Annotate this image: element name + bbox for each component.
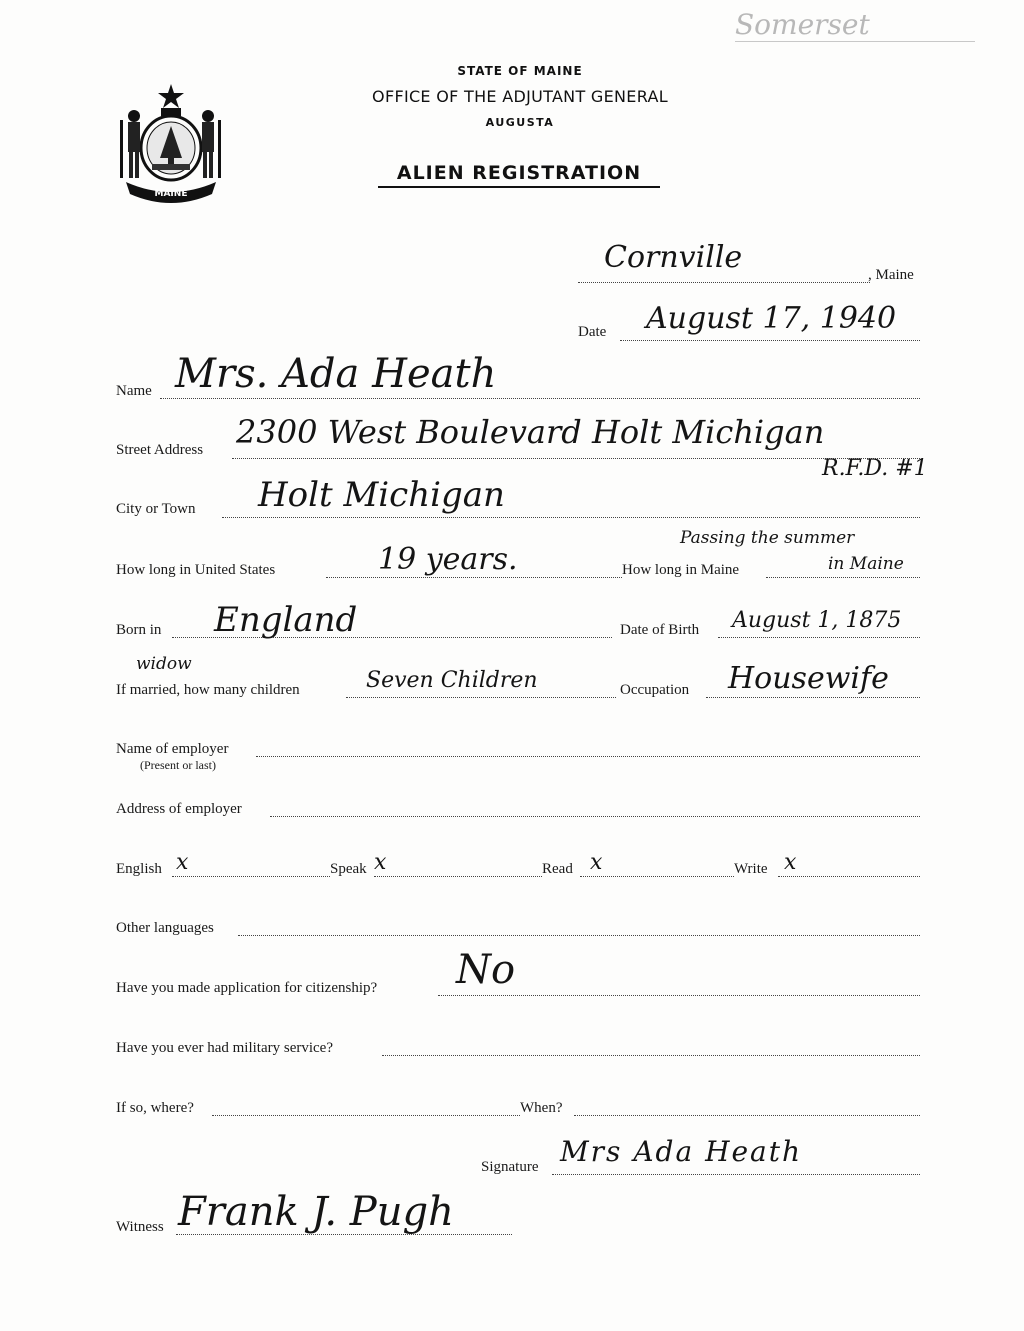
dob-label: Date of Birth [620,622,700,638]
married-line [346,697,616,698]
name-label: Name [116,383,152,399]
street-entry: 2300 West Boulevard Holt Michigan [236,413,825,451]
employer-address-label: Address of employer [116,801,242,817]
employer-line [256,756,920,757]
maine-line [766,577,920,578]
name-line [160,398,920,399]
maine-label: How long in Maine [622,562,740,578]
english-mark: x [176,850,189,875]
employer-label: Name of employer [116,741,229,757]
occupation-entry: Housewife [728,661,889,696]
born-label: Born in [116,622,162,638]
other-languages-line [238,935,920,936]
english-label: English [116,861,162,877]
town-line [578,282,870,283]
marital-note: widow [136,654,192,674]
signature-label: Signature [481,1159,539,1175]
citizenship-line [438,995,920,996]
header-state: STATE OF MAINE [457,64,583,78]
city-entry: Holt Michigan [258,475,505,515]
header-city: AUGUSTA [485,116,555,129]
dob-line [718,637,920,638]
name-entry: Mrs. Ada Heath [175,351,497,397]
date-line [620,340,920,341]
street-line [232,458,920,459]
citizenship-label: Have you made application for citizenship? [116,980,378,996]
date-label: Date [578,324,607,340]
read-label: Read [542,861,573,877]
seal-banner-text: MAINE [154,189,188,199]
write-mark: x [784,850,797,875]
witness-entry: Frank J. Pugh [178,1189,454,1235]
citizenship-entry: No [456,947,516,993]
speak-label: Speak [330,861,367,877]
when-line [574,1115,920,1116]
speak-mark: x [374,850,387,875]
form-title: ALIEN REGISTRATION [378,162,660,188]
town-entry: Cornville [604,240,743,275]
maine-entry-line2: in Maine [828,554,904,574]
us-label: How long in United States [116,562,276,578]
street-extra-entry: R.F.D. #1 [822,456,928,481]
when-label: When? [520,1100,563,1116]
where-label: If so, where? [116,1100,194,1116]
us-line [326,577,622,578]
military-label: Have you ever had military service? [116,1040,333,1056]
occupation-label: Occupation [620,682,690,698]
city-label: City or Town [116,501,196,517]
date-entry: August 17, 1940 [646,301,897,336]
city-line [222,517,920,518]
signature-line [552,1174,920,1175]
dob-entry: August 1, 1875 [732,608,902,633]
employer-address-line [270,816,920,817]
read-mark: x [590,850,603,875]
english-line [172,876,330,877]
employer-sub-label: (Present or last) [140,758,216,772]
witness-label: Witness [116,1219,164,1235]
born-entry: England [214,600,358,640]
speak-line [374,876,542,877]
us-years-entry: 19 years. [378,542,518,577]
read-line [580,876,734,877]
write-label: Write [734,861,768,877]
married-label: If married, how many children [116,682,300,698]
where-line [212,1115,520,1116]
write-line [778,876,920,877]
other-languages-label: Other languages [116,920,214,936]
military-line [382,1055,920,1056]
children-entry: Seven Children [366,668,538,693]
header-office: OFFICE OF THE ADJUTANT GENERAL [372,87,668,106]
state-seal-icon [112,78,230,204]
occupation-line [706,697,920,698]
street-label: Street Address [116,442,204,458]
maine-entry-line1: Passing the summer [680,528,855,548]
corner-note: Somerset [735,8,975,42]
signature-entry: Mrs Ada Heath [560,1135,803,1168]
town-suffix: , Maine [868,267,914,283]
